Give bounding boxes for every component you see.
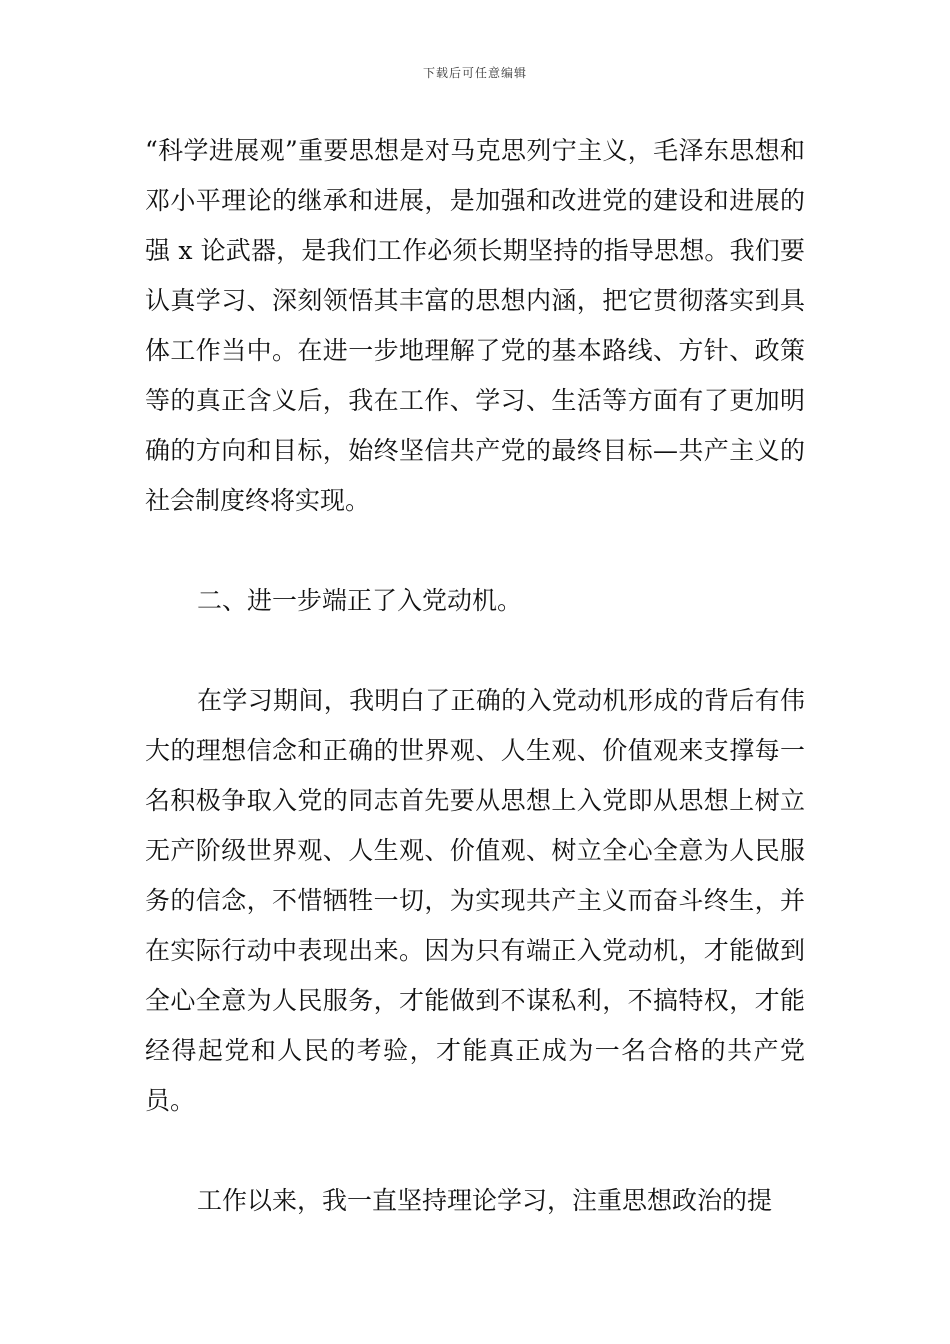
section-heading-motivation: 二、进一步端正了入党动机。 xyxy=(197,586,523,615)
paragraph-scientific-outlook: “科学进展观”重要思想是对马克思列宁主义，毛泽东思想和邓小平理论的继承和进展，是加强和改进党的建设和进展的强 x 论武器，是我们工作必须长期坚持的指导思想。我们要认真学习、深刻领悟其丰富的思想内涵，把它贯彻落实到具体工作当中。在进一步地理解了党的基本路线、方针、政策等的真正含义后，我在工作、学习、生活等方面有了更加明确的方向和目标，始终坚信共产党的最终目标—共产主义的社会制度终将实现。 xyxy=(145,136,805,515)
page-header: 下载后可任意编辑 xyxy=(422,66,527,80)
paragraph-gap xyxy=(145,626,805,676)
paragraph-gap xyxy=(145,1126,805,1176)
document-body xyxy=(145,126,805,1226)
paragraph-since-work: 工作以来，我一直坚持理论学习，注重思想政治的提 xyxy=(197,1186,773,1215)
paragraph-study-period: 在学习期间，我明白了正确的入党动机形成的背后有伟大的理想信念和正确的世界观、人生观、价值观来支撑每一名积极争取入党的同志首先要从思想上入党即从思想上树立无产阶级世界观、人生观、价值观、树立全心全意为人民服务的信念，不惜牺牲一切，为实现共产主义而奋斗终生，并在实际行动中表现出来。因为只有端正入党动机，才能做到全心全意为人民服务，才能做到不谋私利，不搞特权，才能经得起党和人民的考验，才能真正成为一名合格的共产党员。 xyxy=(145,686,805,1115)
paragraph-gap xyxy=(145,526,805,576)
